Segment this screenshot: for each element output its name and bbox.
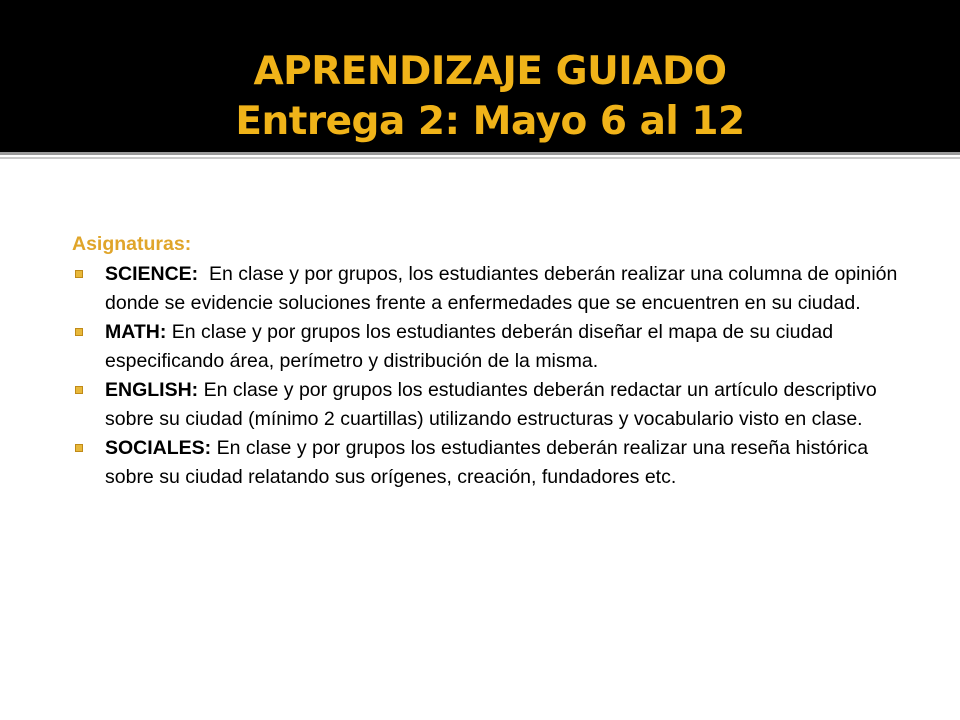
square-bullet-icon: [75, 328, 83, 336]
subject-label: MATH:: [105, 321, 167, 343]
title-line-1: APRENDIZAJE GUIADO: [253, 49, 727, 94]
subjects-heading: Asignaturas:: [72, 233, 192, 255]
list-item-science: [72, 260, 902, 318]
subject-description: En clase y por grupos los estudiantes deberán redactar un artículo descriptivo sobre su ciudad (mínimo 2 cuartillas) utilizando estructuras y vocabulario visto en clase.: [105, 379, 883, 430]
subject-description: En clase y por grupos los estudiantes deberán realizar una reseña histórica sobre su ciudad relatando sus orígenes, creación, fundadores etc.: [105, 437, 874, 488]
list-item-math: [72, 318, 902, 376]
slide-title: [0, 47, 960, 147]
subject-description: En clase y por grupos los estudiantes deberán diseñar el mapa de su ciudad especificando área, perímetro y distribución de la misma.: [105, 321, 839, 372]
subject-label: SOCIALES:: [105, 437, 212, 459]
square-bullet-icon: [75, 386, 83, 394]
square-bullet-icon: [75, 270, 83, 278]
square-bullet-icon: [75, 444, 83, 452]
list-item-english: [72, 376, 902, 434]
list-item-sociales: [72, 434, 902, 492]
subject-description: En clase y por grupos, los estudiantes deberán realizar una columna de opinión donde se evidencie soluciones frente a enfermedades que se encuentren en su ciudad.: [105, 263, 903, 314]
subject-label: SCIENCE:: [105, 263, 199, 285]
title-line-2: Entrega 2: Mayo 6 al 12: [235, 99, 745, 144]
title-divider-lower: [0, 157, 960, 159]
slide-body: [72, 230, 902, 492]
subject-label: ENGLISH:: [105, 379, 199, 401]
